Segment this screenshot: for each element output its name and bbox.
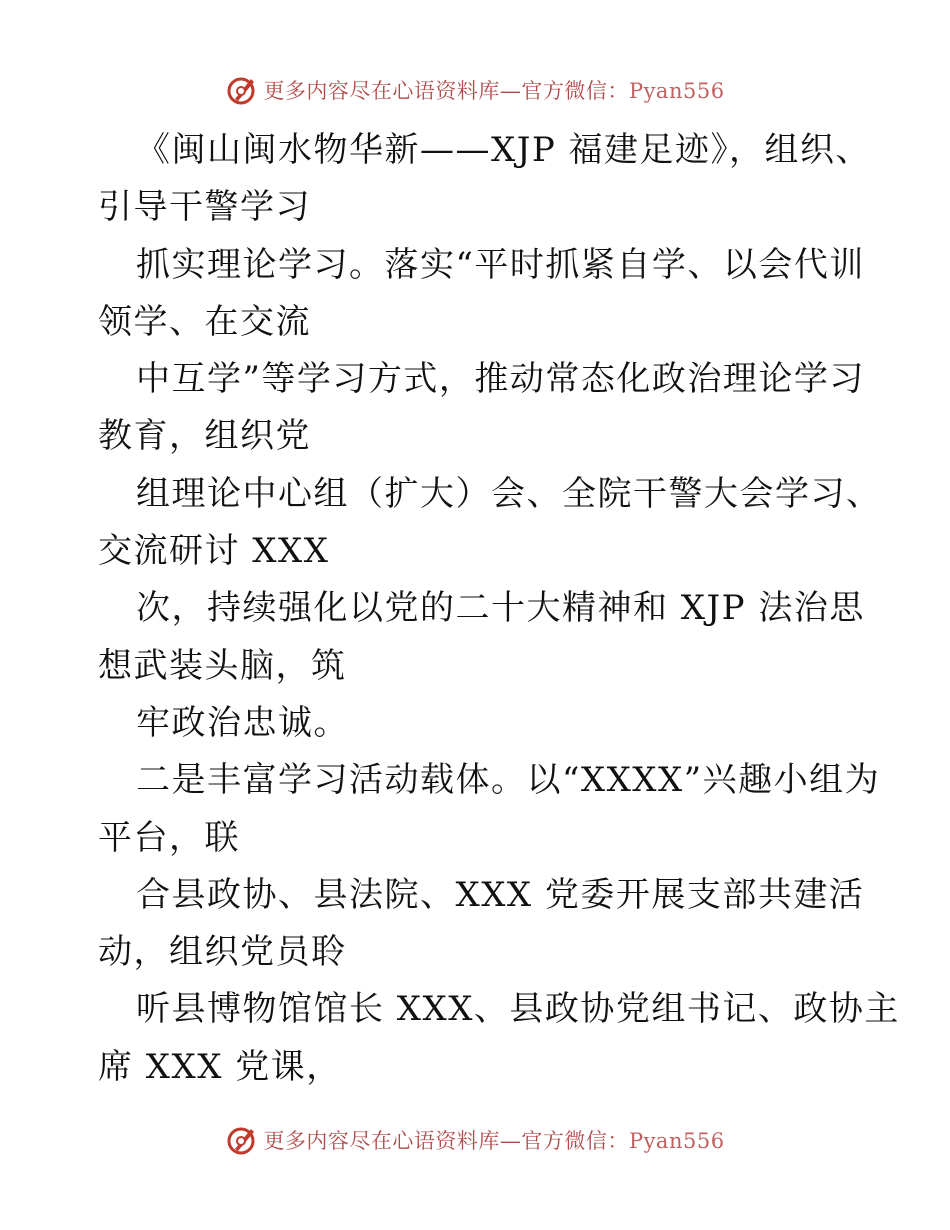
pen-logo-icon [225, 73, 259, 107]
text-line: 中互学”等学习方式，推动常态化政治理论学习 [136, 359, 865, 400]
text-line: 抓实理论学习。落实“平时抓紧自学、以会代训 [136, 244, 865, 285]
banner-text: 更多内容尽在心语资料库—官方微信：Pyan556 [263, 1129, 725, 1153]
text-line: 组理论中心组（扩大）会、全院干警大会学习、 [136, 473, 882, 514]
text-line: 二是丰富学习活动载体。以“XXXX”兴趣小组为 [136, 760, 881, 801]
text-line: 牢政治忠诚。 [136, 702, 349, 743]
text-line: 引导干警学习 [98, 187, 311, 228]
text-line: 领学、在交流 [98, 301, 311, 342]
wechat-id: Pyan556 [628, 1129, 725, 1153]
text-line: 平台，联 [98, 817, 240, 858]
footer-banner [0, 1120, 950, 1160]
header-banner [0, 70, 950, 110]
text-line: 教育，组织党 [98, 416, 311, 457]
text-line: 次，持续强化以党的二十大精神和 XJP 法治思 [136, 588, 865, 629]
text-line: 想武装头脑，筑 [98, 645, 347, 686]
document-body [98, 122, 900, 1096]
pen-logo-icon [225, 1123, 259, 1157]
wechat-id: Pyan556 [628, 79, 725, 103]
text-line: 动，组织党员聆 [98, 932, 347, 973]
text-line: 交流研讨 XXX [98, 531, 330, 572]
text-line: 《闽山闽水物华新——XJP 福建足迹》，组织、 [136, 130, 872, 170]
text-line: 席 XXX 党课， [98, 1046, 342, 1087]
banner-text: 更多内容尽在心语资料库—官方微信：Pyan556 [263, 79, 725, 103]
text-line: 合县政协、县法院、XXX 党委开展支部共建活 [136, 874, 865, 915]
text-line: 听县博物馆馆长 XXX、县政协党组书记、政协主 [136, 989, 900, 1030]
